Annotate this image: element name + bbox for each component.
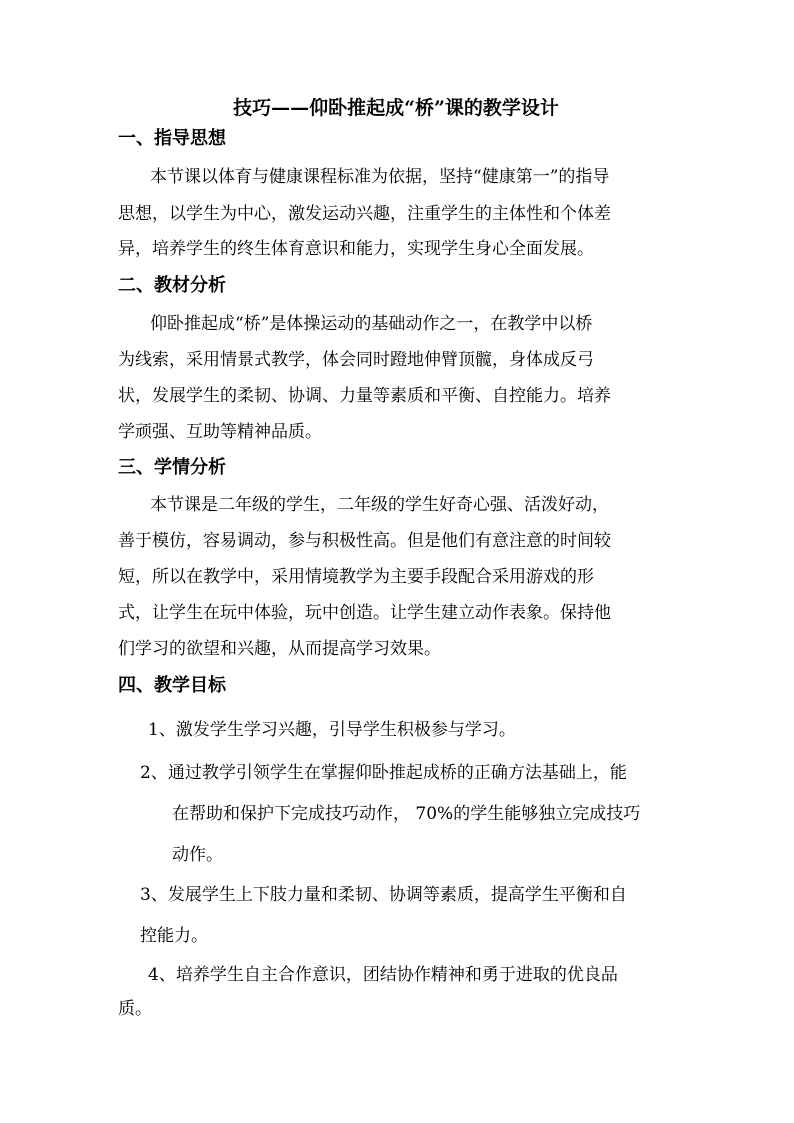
document-title: 技巧——仰卧推起成“桥”课的教学设计 bbox=[233, 97, 559, 119]
objective-item-1: 1、激发学生学习兴趣，引导学生积极参与学习。 bbox=[148, 720, 516, 740]
paragraph-line: 异，培养学生的终生体育意识和能力，实现学生身心全面发展。 bbox=[118, 239, 594, 259]
section-heading-guiding-ideology: 一、指导思想 bbox=[118, 128, 226, 149]
section-heading-material-analysis: 二、教材分析 bbox=[118, 275, 226, 296]
objective-item-3: 3、发展学生上下肢力量和柔韧、协调等素质，提高学生平衡和自 bbox=[140, 885, 627, 905]
paragraph-line: 短，所以在教学中，采用情境教学为主要手段配合采用游戏的形 bbox=[118, 567, 594, 587]
paragraph-line: 思想，以学生为中心，激发运动兴趣，注重学生的主体性和个体差 bbox=[118, 204, 611, 224]
objective-item-2-continuation: 在帮助和保护下完成技巧动作， 70%的学生能够独立完成技巧 bbox=[172, 804, 641, 824]
paragraph-line: 本节课以体育与健康课程标准为依据，坚持“健康第一”的指导 bbox=[150, 167, 610, 187]
objective-item-4: 4、培养学生自主合作意识，团结协作精神和勇于进取的优良品 bbox=[148, 965, 618, 985]
paragraph-line: 仰卧推起成“桥”是体操运动的基础动作之一，在教学中以桥 bbox=[150, 314, 593, 334]
section-heading-student-analysis: 三、学情分析 bbox=[118, 457, 226, 478]
objective-item-2: 2、通过教学引领学生在掌握仰卧推起成桥的正确方法基础上，能 bbox=[140, 763, 627, 783]
paragraph-line: 状，发展学生的柔韧、协调、力量等素质和平衡、自控能力。培养 bbox=[118, 386, 611, 406]
paragraph-line: 式，让学生在玩中体验，玩中创造。让学生建立动作表象。保持他 bbox=[118, 603, 611, 623]
objective-item-3-continuation: 控能力。 bbox=[140, 926, 208, 946]
paragraph-line: 本节课是二年级的学生，二年级的学生好奇心强、活泼好动， bbox=[150, 495, 609, 515]
paragraph-line: 学顽强、互助等精神品质。 bbox=[118, 422, 322, 442]
paragraph-line: 善于模仿，容易调动，参与积极性高。但是他们有意注意的时间较 bbox=[118, 531, 611, 551]
objective-item-2-continuation: 动作。 bbox=[172, 845, 223, 865]
paragraph-line: 们学习的欲望和兴趣，从而提高学习效果。 bbox=[118, 639, 441, 659]
paragraph-line: 为线索，采用情景式教学，体会同时蹬地伸臂顶髋，身体成反弓 bbox=[118, 350, 594, 370]
objective-item-4-continuation: 质。 bbox=[118, 999, 152, 1019]
section-heading-teaching-objectives: 四、教学目标 bbox=[118, 675, 226, 696]
